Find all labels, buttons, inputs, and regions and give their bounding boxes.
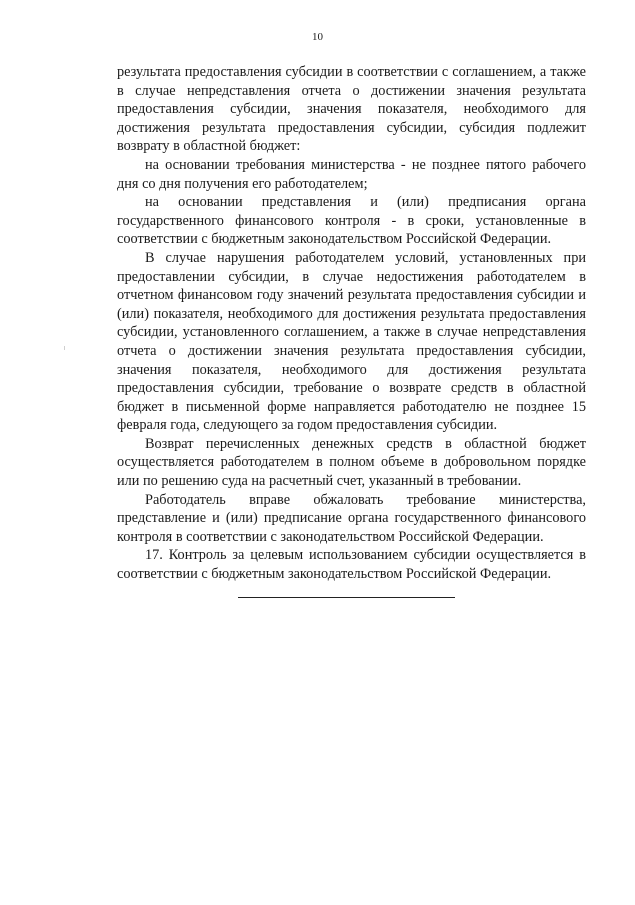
paragraph-refund-conditions: результата предоставления субсидии в соответствии с соглашением, а также в случае непредставления отчета о достижении значения результата предоставления субсидии, значения показателя, необходимого для достижения результата предоставления субсидии, субсидия подлежит возврату в областной бюджет: [117,64,586,155]
paragraph-clause-17-control: 17. Контроль за целевым использованием субсидии осуществляется в соответствии с бюджетным законодательством Российской Федерации. [117,547,586,583]
document-body [117,63,586,584]
scan-artifact-mark [64,346,65,350]
closing-separator-line [238,597,455,598]
page-number: 10 [312,31,323,43]
paragraph-violation-case: В случае нарушения работодателем условий, установленных при предоставлении субсидии, в случае недостижения работодателем в отчетном финансовом году значений результата предоставления субсидии и (или) показателя, необходимого для достижения результата предоставления субсидии, установленного соглашением, а также в случае непредставления отчета о достижении значения результата предоставления субсидии, значения показателя, необходимого для достижения результата предоставления субсидии, требование о возврате средств в областной бюджет в письменной форме направляется работодателю не позднее 15 февраля года, следующего за годом предоставления субсидии. [117,249,586,434]
paragraph-refund-procedure: Возврат перечисленных денежных средств в областной бюджет осуществляется работодателем в полном объеме в добровольном порядке или по решению суда на расчетный счет, указанный в требовании. [117,435,586,490]
paragraph-ministry-demand: на основании требования министерства - не позднее пятого рабочего дня со дня получения его работодателем; [117,156,586,192]
paragraph-control-body-order: на основании представления и (или) предписания органа государственного финансового контроля - в сроки, установленные в соответствии с бюджетным законодательством Российской Федерации. [117,194,586,248]
paragraph-appeal-right: Работодатель вправе обжаловать требование министерства, представление и (или) предписание органа государственного финансового контроля в соответствии с законодательством Российской Федерации. [117,491,586,545]
